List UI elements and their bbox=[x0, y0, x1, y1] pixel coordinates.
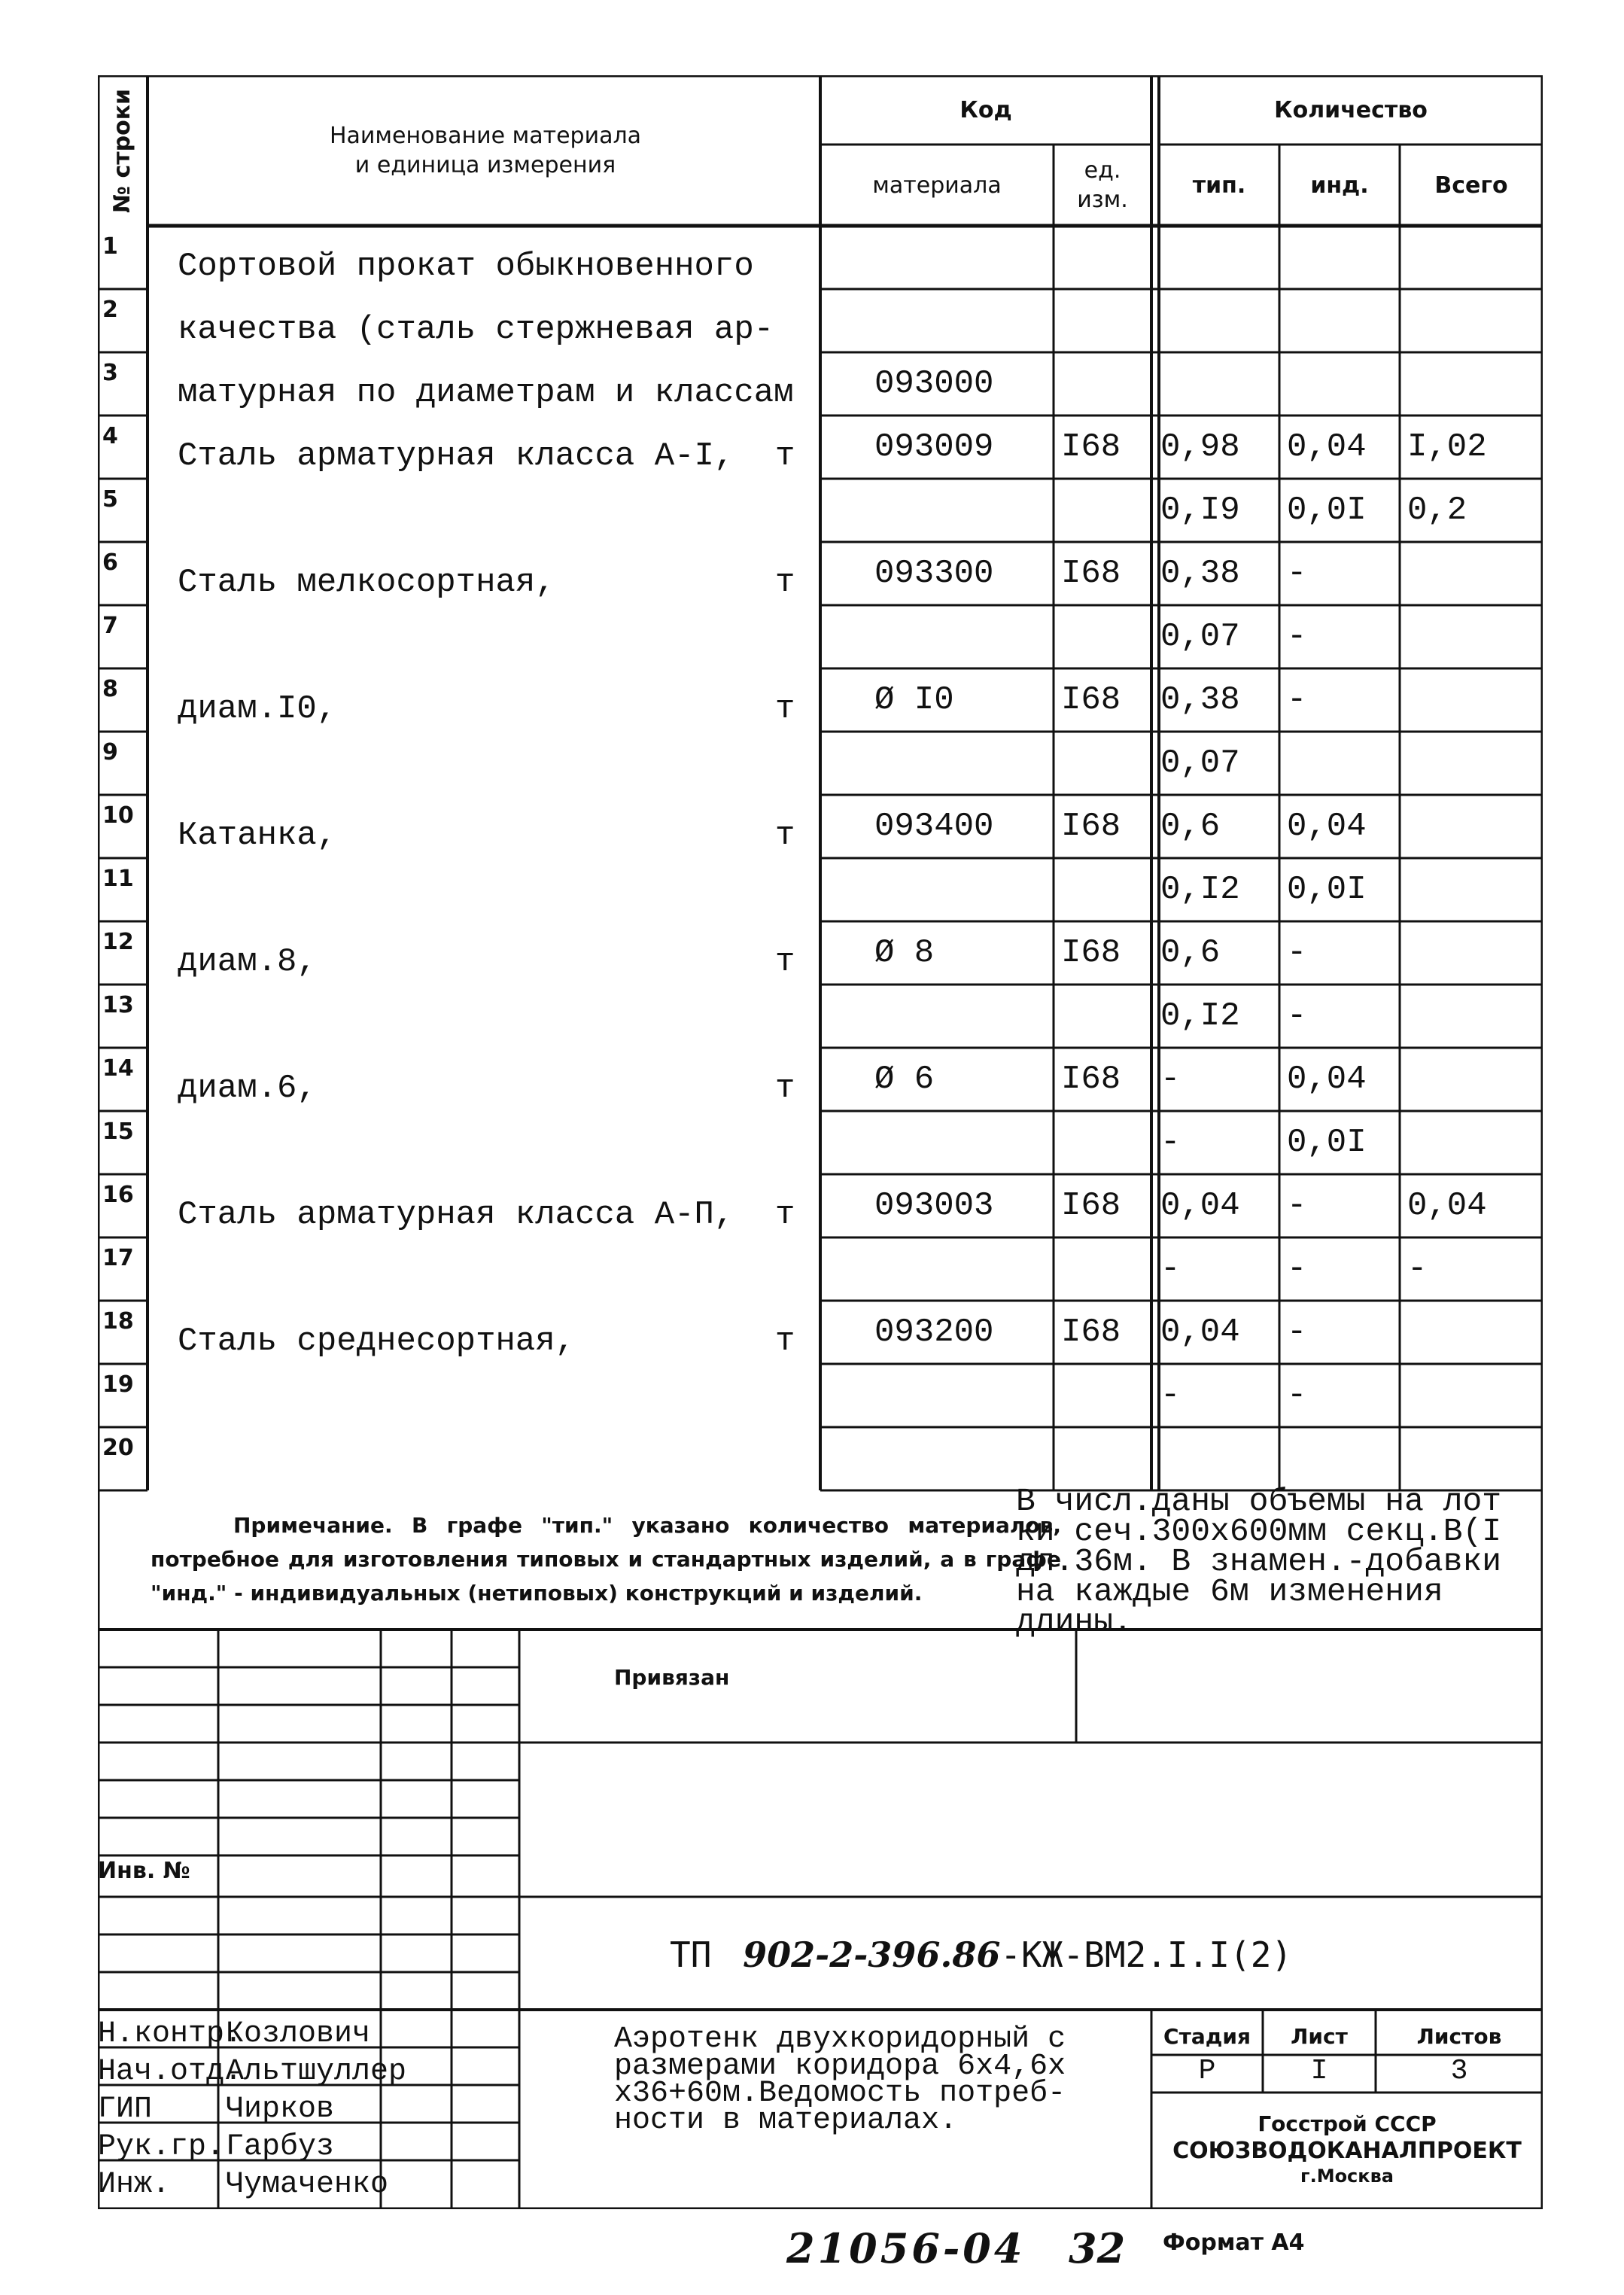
unit-code: I68 bbox=[1061, 934, 1121, 972]
note-text: Примечание. В графе "тип." указано количество материалов, потребное для изготовления типовых и стандартных изделий, а в графе "инд." - индивидуальных (нетиповых) конструкций и изделий. bbox=[151, 1513, 1061, 1606]
quantity-typ: 0,I2 bbox=[1160, 997, 1240, 1035]
role-person-name: Чумаченко bbox=[226, 2168, 389, 2202]
table-row bbox=[98, 1427, 1543, 1490]
table-row bbox=[98, 1048, 1543, 1111]
row-number: 9 bbox=[102, 739, 118, 766]
row-number: 19 bbox=[102, 1371, 134, 1398]
quantity-ind: - bbox=[1287, 1377, 1307, 1414]
row-number: 15 bbox=[102, 1119, 134, 1145]
table-row bbox=[98, 1237, 1543, 1301]
material-code: Ø 6 bbox=[874, 1061, 935, 1098]
material-name: диам.8, bbox=[178, 943, 317, 981]
material-code: Ø 8 bbox=[874, 934, 935, 972]
material-unit-mark: т bbox=[775, 690, 795, 728]
quantity-ind: - bbox=[1287, 934, 1307, 972]
quantity-ind: 0,04 bbox=[1287, 428, 1367, 466]
material-unit-mark: т bbox=[775, 437, 795, 475]
quantity-typ: 0,07 bbox=[1160, 618, 1240, 656]
quantity-typ-header: тип. bbox=[1192, 172, 1246, 199]
sheets-label: Листов bbox=[1416, 2023, 1502, 2049]
quantity-typ: 0,04 bbox=[1160, 1187, 1240, 1225]
material-name: диам.6, bbox=[178, 1070, 317, 1107]
material-name: Сортовой прокат обыкновенного bbox=[178, 248, 754, 285]
material-code: 093000 bbox=[874, 365, 994, 403]
quantity-ind: - bbox=[1287, 1187, 1307, 1225]
table-row bbox=[98, 415, 1543, 479]
table-row bbox=[98, 1301, 1543, 1364]
quantity-ind: 0,0I bbox=[1287, 1124, 1367, 1161]
org-line-1: Госстрой СССР bbox=[1258, 2111, 1437, 2136]
quantity-typ: 0,07 bbox=[1160, 744, 1240, 782]
note-typed-remark bbox=[1016, 1483, 1543, 1640]
material-name: Сталь арматурная класса А-I, bbox=[178, 437, 734, 475]
note-typed-line: дл.36м. В знамен.-добавки bbox=[1016, 1543, 1502, 1580]
row-number: 11 bbox=[102, 866, 134, 892]
sheet-label: Лист bbox=[1291, 2023, 1348, 2049]
quantity-ind: - bbox=[1287, 681, 1307, 719]
stage-label: Стадия bbox=[1163, 2023, 1251, 2049]
table-row bbox=[98, 352, 1543, 415]
table-row bbox=[98, 289, 1543, 352]
quantity-typ: - bbox=[1160, 1061, 1181, 1098]
rownum-header: № строки bbox=[109, 88, 136, 213]
unit-code: I68 bbox=[1061, 555, 1121, 592]
quantity-typ: 0,6 bbox=[1160, 808, 1221, 845]
row-number: 8 bbox=[102, 676, 118, 702]
table-row bbox=[98, 1364, 1543, 1427]
quantity-ind-header: инд. bbox=[1310, 172, 1369, 199]
quantity-ind: - bbox=[1287, 1250, 1307, 1288]
row-number: 10 bbox=[102, 802, 134, 829]
note-typed-line: длины. bbox=[1016, 1603, 1133, 1640]
quantity-typ: - bbox=[1160, 1250, 1181, 1288]
drawing-title-line: Аэротенк двухкоридорный с bbox=[614, 2023, 1066, 2056]
format-label: Формат А4 bbox=[1163, 2230, 1305, 2256]
row-number: 1 bbox=[102, 233, 118, 260]
row-number: 6 bbox=[102, 549, 118, 576]
quantity-total-header: Всего bbox=[1434, 172, 1508, 199]
stage-value: Р bbox=[1198, 2055, 1216, 2088]
material-name-header bbox=[151, 75, 820, 226]
quantity-ind: 0,0I bbox=[1287, 492, 1367, 529]
quantity-typ: 0,98 bbox=[1160, 428, 1240, 466]
row-number: 14 bbox=[102, 1055, 134, 1082]
material-unit-mark: т bbox=[775, 1070, 795, 1107]
quantity-total: - bbox=[1407, 1250, 1428, 1288]
designation-prefix: ТП bbox=[670, 1934, 712, 1975]
material-name-header-line1: Наименование материала bbox=[329, 123, 642, 149]
material-unit-mark: т bbox=[775, 817, 795, 854]
role-person-name: Чирков bbox=[226, 2093, 335, 2126]
quantity-typ: - bbox=[1160, 1124, 1181, 1161]
material-unit-mark: т bbox=[775, 943, 795, 981]
table-row bbox=[98, 1174, 1543, 1237]
material-unit-mark: т bbox=[775, 564, 795, 601]
inventory-number-label: Инв. № bbox=[98, 1858, 190, 1884]
row-number: 12 bbox=[102, 929, 134, 955]
row-number: 13 bbox=[102, 992, 134, 1018]
role-label: Инж. bbox=[98, 2168, 171, 2202]
sheet-value: I bbox=[1310, 2055, 1328, 2088]
material-unit-mark: т bbox=[775, 1323, 795, 1360]
note-typed-line: ки сеч.300х600мм секц.В(I bbox=[1016, 1513, 1502, 1550]
quantity-total: 0,2 bbox=[1407, 492, 1467, 529]
unit-code: I68 bbox=[1061, 1313, 1121, 1351]
drawing-title-line: х36+60м.Ведомость потреб- bbox=[614, 2077, 1066, 2111]
unit-code: I68 bbox=[1061, 1061, 1121, 1098]
material-unit-mark: т bbox=[775, 1196, 795, 1234]
quantity-ind: 0,04 bbox=[1287, 808, 1367, 845]
material-code: 093400 bbox=[874, 808, 994, 845]
row-number: 3 bbox=[102, 360, 118, 386]
row-number: 18 bbox=[102, 1308, 134, 1335]
material-name-header-line2: и единица измерения bbox=[354, 152, 616, 178]
table-row bbox=[98, 795, 1543, 858]
linked-label: Привязан bbox=[614, 1665, 730, 1690]
quantity-ind: - bbox=[1287, 1313, 1307, 1351]
role-label: Н.контр. bbox=[98, 2017, 243, 2051]
table-row bbox=[98, 858, 1543, 921]
row-number: 5 bbox=[102, 486, 118, 513]
row-number: 17 bbox=[102, 1245, 134, 1271]
quantity-typ: 0,I2 bbox=[1160, 871, 1240, 909]
page-number: 32 bbox=[1069, 2224, 1126, 2272]
unit-code: I68 bbox=[1061, 681, 1121, 719]
quantity-ind: 0,0I bbox=[1287, 871, 1367, 909]
document-sheet bbox=[98, 75, 1543, 2209]
role-label: Рук.гр. bbox=[98, 2130, 225, 2164]
quantity-ind: - bbox=[1287, 618, 1307, 656]
role-person-name: Альтшуллер bbox=[226, 2055, 407, 2089]
table-row bbox=[98, 985, 1543, 1048]
drawing-title-line: ности в материалах. bbox=[614, 2104, 958, 2138]
quantity-typ: 0,04 bbox=[1160, 1313, 1240, 1351]
material-name: Сталь среднесортная, bbox=[178, 1323, 576, 1360]
material-name: Катанка, bbox=[178, 817, 337, 854]
archive-number: 21056-04 bbox=[786, 2224, 1026, 2272]
document-designation bbox=[670, 1934, 1292, 1975]
quantity-ind: - bbox=[1287, 997, 1307, 1035]
material-code: 093200 bbox=[874, 1313, 994, 1351]
material-name: Сталь арматурная класса А-П, bbox=[178, 1196, 734, 1234]
code-material-header: материала bbox=[872, 172, 1002, 199]
note-typed-line: В числ.даны объемы на лот bbox=[1016, 1483, 1502, 1520]
material-code: 093003 bbox=[874, 1187, 994, 1225]
quantity-typ: 0,I9 bbox=[1160, 492, 1240, 529]
role-person-name: Гарбуз bbox=[226, 2130, 335, 2164]
material-code: 093009 bbox=[874, 428, 994, 466]
table-row bbox=[98, 732, 1543, 795]
quantity-ind: 0,04 bbox=[1287, 1061, 1367, 1098]
quantity-typ: 0,38 bbox=[1160, 555, 1240, 592]
sheets-value: 3 bbox=[1450, 2055, 1468, 2088]
quantity-typ: 0,38 bbox=[1160, 681, 1240, 719]
material-name: диам.I0, bbox=[178, 690, 337, 728]
table-row bbox=[98, 226, 1543, 289]
unit-code: I68 bbox=[1061, 1187, 1121, 1225]
table-row bbox=[98, 921, 1543, 985]
designation-suffix: -КЖ-ВМ2.I.I(2) bbox=[1000, 1934, 1293, 1975]
quantity-total: I,02 bbox=[1407, 428, 1487, 466]
role-label: ГИП bbox=[98, 2093, 153, 2126]
row-number: 16 bbox=[102, 1182, 134, 1208]
quantity-group-header: Количество bbox=[1274, 96, 1428, 123]
row-number: 2 bbox=[102, 297, 118, 323]
quantity-typ: 0,6 bbox=[1160, 934, 1221, 972]
material-code: 093300 bbox=[874, 555, 994, 592]
designation-hand: 902-2-396.86 bbox=[743, 1934, 1001, 1975]
role-label: Нач.отд. bbox=[98, 2055, 243, 2089]
table-row bbox=[98, 668, 1543, 732]
org-line-2: СОЮЗВОДОКАНАЛПРОЕКТ bbox=[1172, 2137, 1522, 2164]
note-typed-line: на каждые 6м изменения bbox=[1016, 1573, 1443, 1610]
organization-block bbox=[1151, 2093, 1543, 2205]
material-name: Сталь мелкосортная, bbox=[178, 564, 555, 601]
row-number: 7 bbox=[102, 613, 118, 639]
material-code: Ø I0 bbox=[874, 681, 954, 719]
table-row bbox=[98, 479, 1543, 542]
material-name: качества (сталь стержневая ар- bbox=[178, 311, 774, 349]
quantity-typ: - bbox=[1160, 1377, 1181, 1414]
row-number: 20 bbox=[102, 1435, 134, 1461]
quantity-ind: - bbox=[1287, 555, 1307, 592]
role-person-name: Козлович bbox=[226, 2017, 371, 2051]
material-name: матурная по диаметрам и классам bbox=[178, 374, 794, 412]
table-row bbox=[98, 605, 1543, 668]
drawing-title-line: размерами коридора 6х4,6х bbox=[614, 2050, 1066, 2083]
row-number: 4 bbox=[102, 423, 118, 449]
table-row bbox=[98, 1111, 1543, 1174]
code-unit-header: ед. изм. bbox=[1077, 157, 1128, 213]
table-row bbox=[98, 542, 1543, 605]
org-line-3: г.Москва bbox=[1300, 2166, 1394, 2187]
quantity-total: 0,04 bbox=[1407, 1187, 1487, 1225]
code-group-header: Код bbox=[959, 96, 1012, 123]
unit-code: I68 bbox=[1061, 428, 1121, 466]
unit-code: I68 bbox=[1061, 808, 1121, 845]
